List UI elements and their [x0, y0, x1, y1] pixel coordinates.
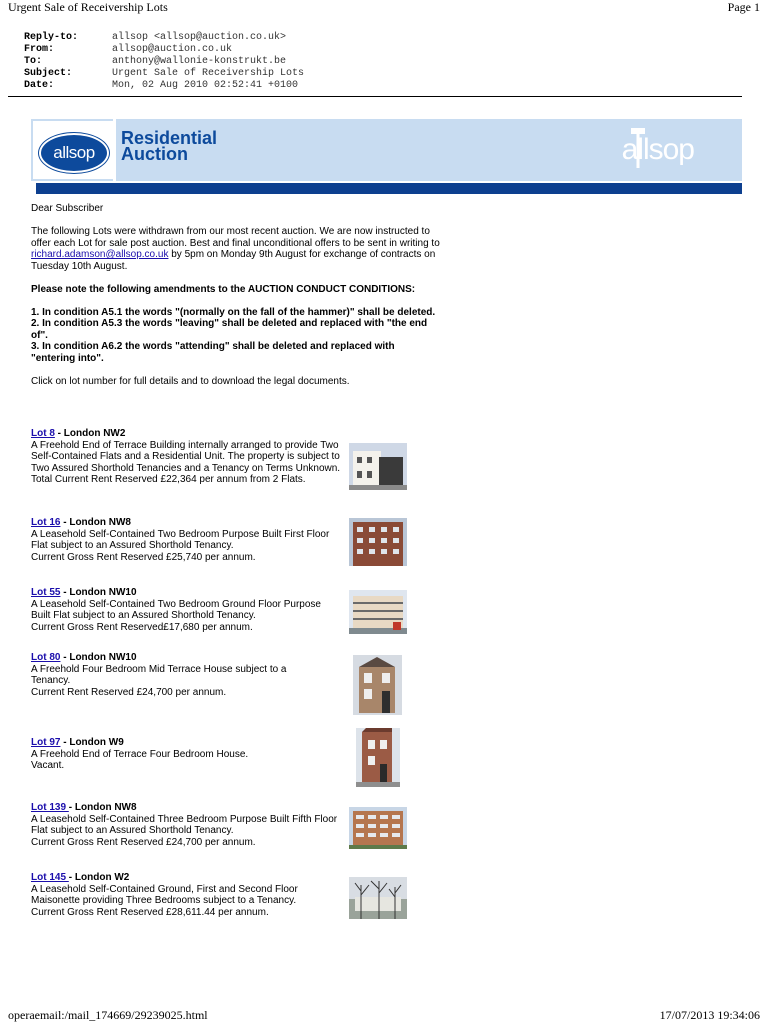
- header-key: Subject:: [24, 68, 73, 79]
- amendment-2-text: 2. In condition A5.3 the words "leaving" shall be deleted and replaced with "the end of".: [31, 318, 428, 341]
- logo-box: [33, 121, 113, 179]
- terrace-house-photo[interactable]: [353, 655, 402, 715]
- banner-right-logo: allsop: [621, 133, 694, 166]
- lot-description: A Freehold End of Terrace Four Bedroom House.: [31, 748, 249, 760]
- email-body: [31, 203, 441, 387]
- lot-rent: Vacant.: [31, 760, 65, 771]
- banner-divider: [113, 119, 116, 181]
- lot-link[interactable]: Lot 80: [31, 652, 61, 663]
- greeting: Dear Subscriber: [31, 203, 104, 214]
- lot-location: - London NW10: [60, 652, 137, 663]
- contact-email-link[interactable]: richard.adamson@allsop.co.uk: [31, 249, 169, 260]
- header-value: Urgent Sale of Receivership Lots: [112, 68, 305, 79]
- header-key: To:: [24, 56, 43, 67]
- header-from: [24, 44, 304, 56]
- amendment-heading: [31, 284, 441, 296]
- heading-line1: Residential: [121, 128, 218, 148]
- lot-description: A Leasehold Self-Contained Ground, First and Second Floor Maisonette providing Three Bedrooms subject to a Tenancy.: [31, 883, 298, 906]
- brick-block-photo[interactable]: [349, 518, 407, 566]
- lot-location: - London NW8: [68, 802, 137, 813]
- print-footer: [8, 1008, 760, 1022]
- amendment-1-text: 1. In condition A5.1 the words "(normally on the fall of the hammer)" shall be deleted.: [31, 306, 436, 318]
- lot-link[interactable]: Lot 16: [31, 517, 61, 528]
- header-value: Mon, 02 Aug 2010 02:52:41 +0100: [112, 80, 299, 91]
- banner-bar: [36, 183, 742, 194]
- lot-rent: Total Current Rent Reserved £22,364 per annum from 2 Flats.: [31, 474, 306, 485]
- terrace-building-photo[interactable]: [349, 443, 407, 490]
- lot-location: - London W2: [68, 872, 130, 883]
- tower-block-photo[interactable]: [349, 807, 407, 849]
- header-key: Date:: [24, 80, 55, 91]
- lot-location: - London W9: [60, 737, 124, 748]
- lot-description: A Leasehold Self-Contained Three Bedroom Purpose Built Fifth Floor Flat subject to an Assured Shorthold Tenancy.: [31, 813, 338, 836]
- footer-path: operaemail:/mail_174669/29239025.html: [8, 1008, 208, 1022]
- lot-description: A Freehold Four Bedroom Mid Terrace House subject to a Tenancy.: [31, 663, 287, 686]
- amendment-3-text: 3. In condition A6.2 the words "attending" shall be deleted and replaced with "entering into".: [31, 341, 395, 364]
- end-terrace-photo[interactable]: [356, 728, 400, 787]
- lot-link[interactable]: Lot 55: [31, 587, 61, 598]
- lot-location: - London NW8: [60, 517, 131, 528]
- lot-description: A Freehold End of Terrace Building internally arranged to provide Two Self-Contained Flats and a Residential Unit. The property is subject to Two Assured Shorthold Tenancies and a Tenancy on Terms Unknown.: [31, 439, 341, 474]
- header-value: anthony@wallonie-konstrukt.be: [112, 56, 287, 67]
- mail-headers: [24, 32, 304, 92]
- intro-text-end: by 5pm on Monday 9th August for exchange of contracts on Tuesday 10th August.: [31, 249, 436, 272]
- lot-description: A Leasehold Self-Contained Two Bedroom Purpose Built First Floor Flat subject to an Assured Shorthold Tenancy.: [31, 528, 330, 551]
- lot-rent: Current Rent Reserved £24,700 per annum.: [31, 686, 227, 698]
- header-reply-to: [24, 32, 304, 44]
- flat-block-photo[interactable]: [349, 590, 407, 634]
- lot-location: - London NW2: [54, 428, 126, 439]
- click-note: Click on lot number for full details and to download the legal documents.: [31, 375, 350, 387]
- lot-link[interactable]: Lot 97: [31, 737, 61, 748]
- lot-link[interactable]: Lot 8: [31, 428, 55, 439]
- print-title: Urgent Sale of Receivership Lots: [8, 0, 168, 14]
- print-header: [8, 0, 760, 14]
- lot-rent: Current Gross Rent Reserved £28,611.44 per annum.: [31, 906, 269, 918]
- lot-rent: Current Gross Rent Reserved £24,700 per annum.: [31, 836, 256, 848]
- header-key: Reply-to:: [24, 32, 79, 43]
- header-value: allsop@auction.co.uk: [112, 44, 233, 55]
- lot-link[interactable]: Lot 145: [31, 872, 69, 883]
- header-value: allsop <allsop@auction.co.uk>: [112, 32, 287, 43]
- amendment-1: [31, 307, 441, 319]
- page-number: Page 1: [727, 0, 760, 14]
- lot-rent: Current Gross Rent Reserved £25,740 per annum.: [31, 551, 256, 563]
- lot-link[interactable]: Lot 139: [31, 802, 69, 813]
- allsop-logo[interactable]: allsop: [39, 133, 109, 173]
- header-date: [24, 80, 304, 92]
- auction-banner: [31, 119, 742, 181]
- lot-location: - London NW10: [60, 587, 137, 598]
- header-subject: [24, 68, 304, 80]
- lot-item: [31, 737, 411, 772]
- amendment-3: [31, 341, 441, 364]
- maisonette-photo[interactable]: [349, 877, 407, 919]
- lot-rent: Current Gross Rent Reserved£17,680 per annum.: [31, 621, 253, 633]
- amendment-2: [31, 318, 441, 341]
- banner-heading: [121, 130, 217, 162]
- lot-heading: [31, 737, 411, 749]
- footer-timestamp: 17/07/2013 19:34:06: [659, 1008, 760, 1022]
- header-to: [24, 56, 304, 68]
- header-key: From:: [24, 44, 55, 55]
- amendment-heading-text: Please note the following amendments to the AUCTION CONDUCT CONDITIONS:: [31, 283, 416, 295]
- intro-text: The following Lots were withdrawn from our most recent auction. We are now instructed to offer each Lot for sale post auction. Best and final unconditional offers to be sent in writing to: [31, 226, 440, 249]
- lot-description: A Leasehold Self-Contained Two Bedroom Ground Floor Purpose Built Flat subject to an Assured Shorthold Tenancy.: [31, 598, 321, 621]
- heading-line2: Auction: [121, 144, 188, 164]
- lot-heading: [31, 428, 411, 440]
- header-divider: [8, 96, 742, 97]
- intro-paragraph: [31, 226, 441, 272]
